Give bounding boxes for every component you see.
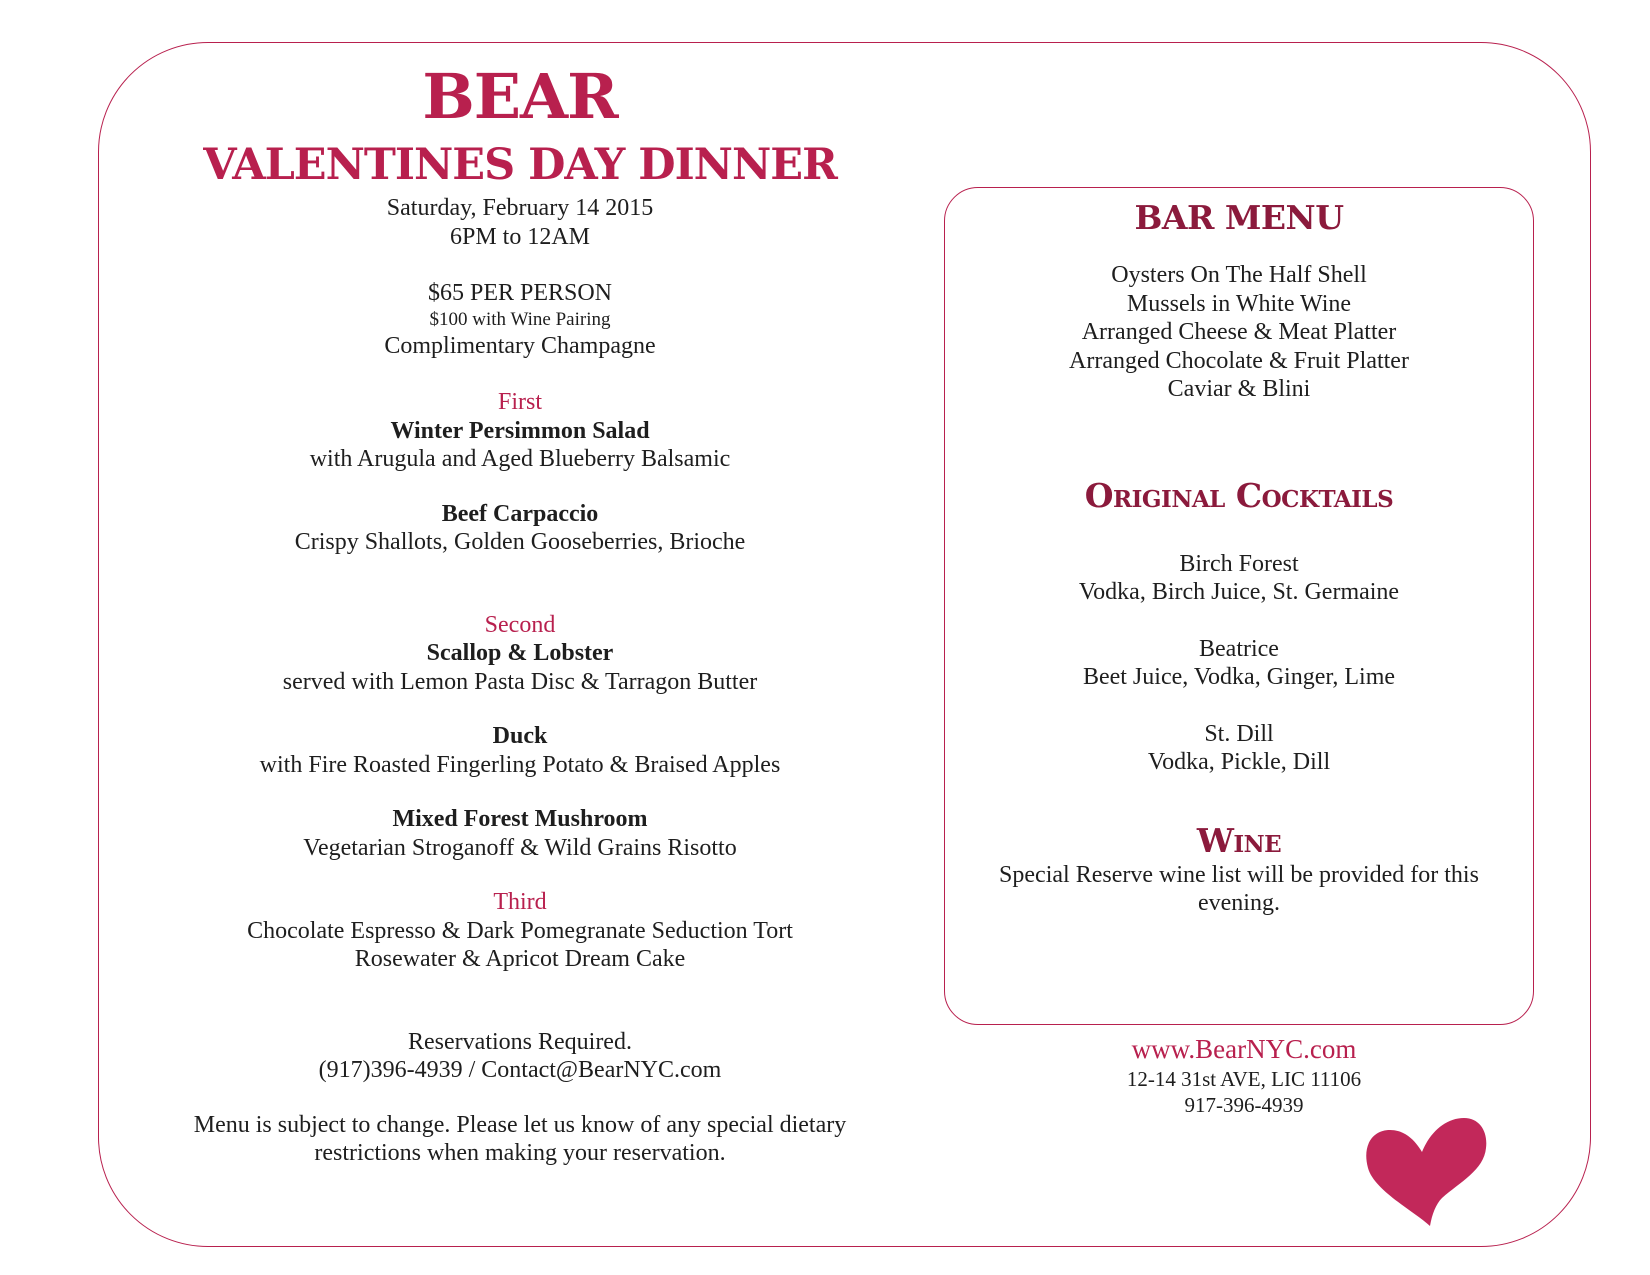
- heart-icon: [1360, 1112, 1490, 1232]
- reservations-contact: (917)396-4939 / Contact@BearNYC.com: [318, 1057, 722, 1083]
- cocktail-description: Vodka, Pickle, Dill: [1147, 749, 1331, 775]
- bar-menu-item: Mussels in White Wine: [1126, 290, 1352, 317]
- cocktail-name: Birch Forest: [1179, 550, 1299, 577]
- dietary-note: restrictions when making your reservation.: [314, 1140, 726, 1166]
- champagne-note: Complimentary Champagne: [384, 332, 656, 359]
- wine-pairing-price: $100 with Wine Pairing: [429, 308, 611, 330]
- dish-name: Winter Persimmon Salad: [390, 417, 650, 444]
- course-third-label: Third: [493, 889, 547, 915]
- restaurant-contact: [1044, 1032, 1444, 1118]
- dessert-item: Rosewater & Apricot Dream Cake: [354, 946, 686, 972]
- dish-name: Beef Carpaccio: [441, 500, 599, 527]
- cocktail-description: Vodka, Birch Juice, St. Germaine: [1078, 579, 1400, 605]
- phone-number: 917-396-4939: [1184, 1093, 1304, 1117]
- event-title: VALENTINES DAY DINNER: [203, 140, 837, 190]
- dish-name: Mixed Forest Mushroom: [392, 806, 648, 832]
- dietary-note: Menu is subject to change. Please let us know of any special dietary: [193, 1111, 847, 1138]
- bar-menu-box: [944, 187, 1534, 1025]
- dish-description: Crispy Shallots, Golden Gooseberries, Brioche: [294, 529, 746, 555]
- website-link[interactable]: www.BearNYC.com: [1131, 1034, 1357, 1064]
- course-second-label: Second: [484, 611, 556, 638]
- bar-menu-item: Oysters On The Half Shell: [1111, 262, 1367, 288]
- bar-menu-item: Caviar & Blini: [1167, 376, 1311, 402]
- price: $65 PER PERSON: [427, 280, 613, 306]
- cocktail-name: St. Dill: [1204, 720, 1274, 747]
- bar-menu-item: Arranged Chocolate & Fruit Platter: [1069, 347, 1409, 374]
- dish-name: Scallop & Lobster: [426, 640, 614, 666]
- bar-menu-title: BAR MENU: [1134, 198, 1344, 237]
- dish-description: Vegetarian Stroganoff & Wild Grains Risotto: [303, 834, 737, 861]
- dessert-item: Chocolate Espresso & Dark Pomegranate Seduction Tort: [247, 917, 793, 944]
- wine-title: Wine: [1196, 820, 1282, 860]
- wine-description: Special Reserve wine list will be provided for this: [999, 861, 1479, 888]
- cocktails-title: Original Cocktails: [1084, 475, 1394, 515]
- dish-description: with Arugula and Aged Blueberry Balsamic: [309, 446, 731, 472]
- bar-menu-item: Arranged Cheese & Meat Platter: [1081, 319, 1397, 345]
- course-first-label: First: [497, 389, 542, 415]
- reservations-required: Reservations Required.: [408, 1028, 632, 1055]
- dish-description: with Fire Roasted Fingerling Potato & Braised Apples: [259, 751, 781, 778]
- dish-description: served with Lemon Pasta Disc & Tarragon Butter: [282, 668, 758, 695]
- address: 12-14 31st AVE, LIC 11106: [1126, 1067, 1362, 1091]
- brand-name: BEAR: [422, 60, 618, 133]
- wine-description: evening.: [1198, 890, 1280, 916]
- dish-name: Duck: [492, 723, 548, 749]
- event-date: Saturday, February 14 2015: [386, 195, 654, 221]
- cocktail-name: Beatrice: [1199, 635, 1279, 662]
- cocktail-description: Beet Juice, Vodka, Ginger, Lime: [1082, 664, 1396, 690]
- dinner-menu-column: [130, 58, 910, 1168]
- event-time: 6PM to 12AM: [449, 223, 591, 250]
